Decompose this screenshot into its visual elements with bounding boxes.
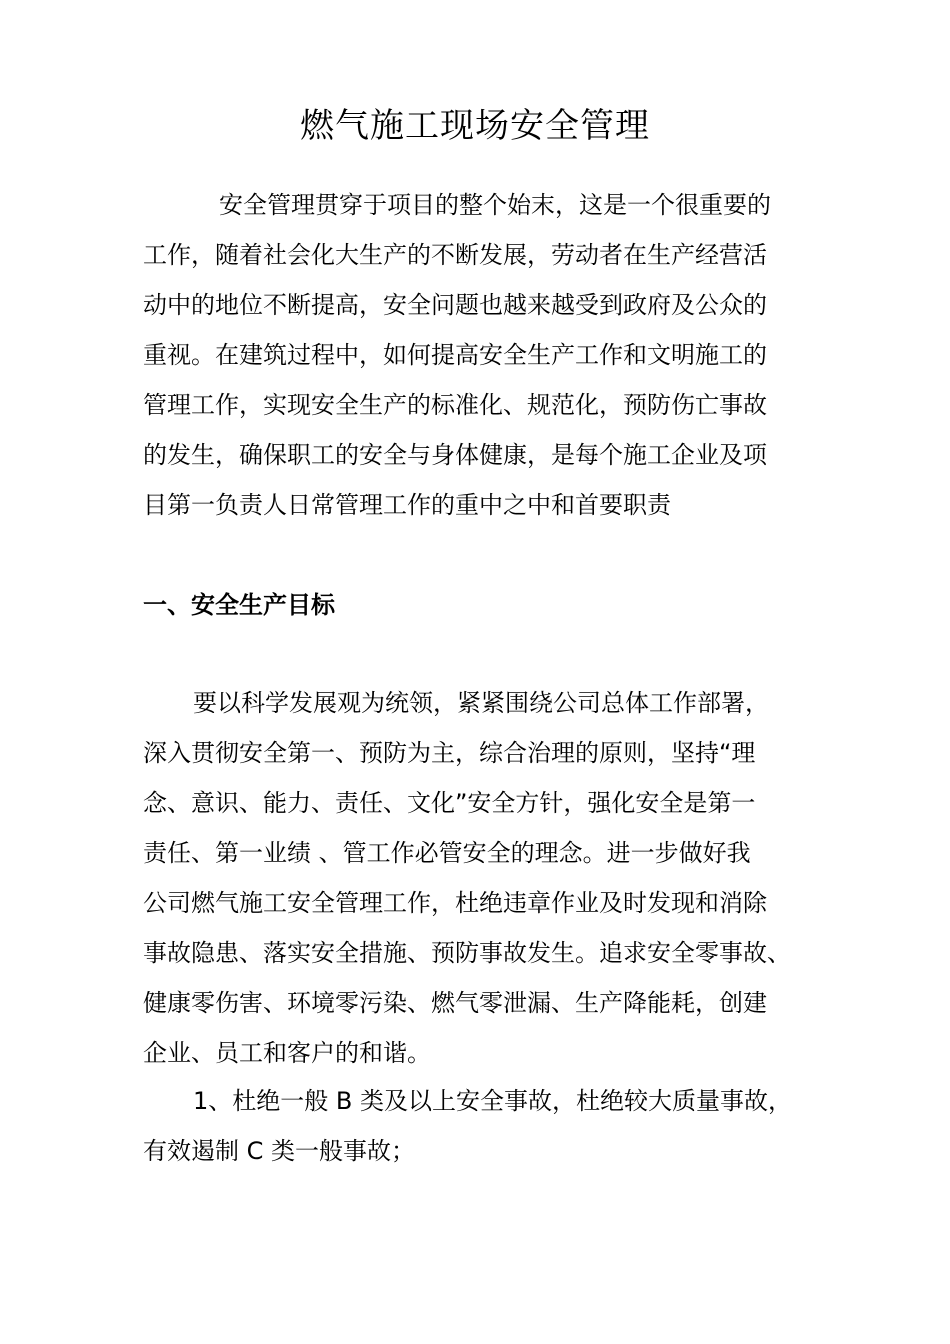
document-title: 燃气施工现场安全管理 [300, 106, 650, 146]
paragraph-line: 责任、第一业绩 、管工作必管安全的理念。进一步做好我 [143, 839, 751, 867]
paragraph-line: 念、意识、能力、责任、文化”安全方针，强化安全是第一 [143, 789, 756, 817]
goal-paragraph [143, 678, 817, 1078]
paragraph-line: 要以科学发展观为统领，紧紧围绕公司总体工作部署， [193, 689, 769, 717]
paragraph-line: 健康零伤害、环境零污染、燃气零泄漏、生产降能耗，创建 [143, 989, 767, 1017]
paragraph-line: 工作，随着社会化大生产的不断发展，劳动者在生产经营活 [143, 241, 767, 269]
paragraph-line: 动中的地位不断提高，安全问题也越来越受到政府及公众的 [143, 291, 767, 319]
intro-paragraph [143, 180, 817, 530]
paragraph-line: 的发生，确保职工的安全与身体健康，是每个施工企业及项 [143, 441, 767, 469]
paragraph-line: 管理工作，实现安全生产的标准化、规范化，预防伤亡事故 [143, 391, 767, 419]
paragraph-line: 安全管理贯穿于项目的整个始末，这是一个很重要的 [219, 191, 771, 219]
list-item-1 [143, 1076, 817, 1176]
paragraph-line: 事故隐患、落实安全措施、预防事故发生。追求安全零事故、 [143, 939, 791, 967]
paragraph-line: 目第一负责人日常管理工作的重中之中和首要职责 [143, 491, 671, 519]
paragraph-line: 重视。在建筑过程中，如何提高安全生产工作和文明施工的 [143, 341, 767, 369]
paragraph-line: 公司燃气施工安全管理工作，杜绝违章作业及时发现和消除 [143, 889, 767, 917]
paragraph-line: 企业、员工和客户的和谐。 [143, 1039, 431, 1067]
paragraph-line: 有效遏制 C 类一般事故； [143, 1137, 416, 1165]
paragraph-line: 1、杜绝一般 B 类及以上安全事故，杜绝较大质量事故， [193, 1087, 792, 1115]
paragraph-line: 深入贯彻安全第一、预防为主，综合治理的原则，坚持“理 [143, 739, 756, 767]
section-heading: 一、安全生产目标 [143, 591, 335, 619]
